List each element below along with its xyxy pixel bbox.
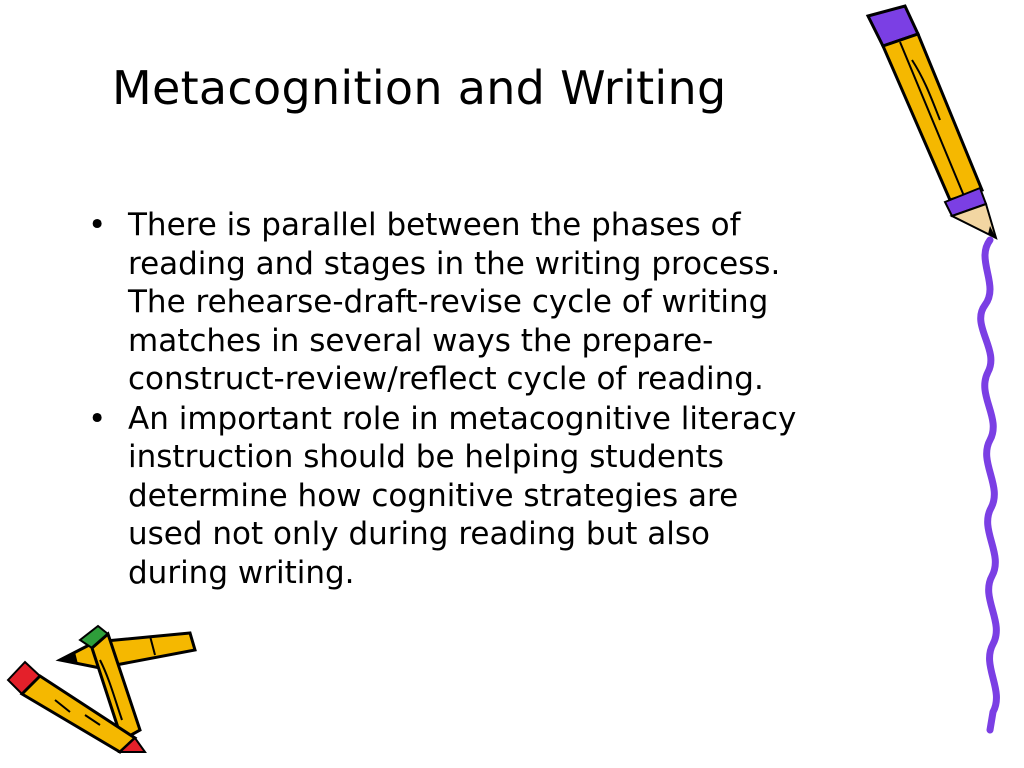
- slide-title: Metacognition and Writing: [112, 61, 727, 115]
- bullet-item: [88, 400, 938, 593]
- bullet-line: reading and stages in the writing process.: [128, 245, 781, 282]
- crayon-icon: [8, 626, 195, 752]
- bullet-line: during writing.: [128, 554, 355, 591]
- bullet-line: There is parallel between the phases of: [128, 207, 741, 243]
- bullet-marker: •: [88, 207, 107, 243]
- bullet-line: The rehearse-draft-revise cycle of writing: [128, 284, 769, 320]
- bullet-line: used not only during reading but also: [128, 516, 710, 552]
- bullet-marker: •: [88, 400, 107, 437]
- bullet-line: instruction should be helping students: [128, 439, 724, 475]
- bullet-line: An important role in metacognitive literacy: [128, 400, 797, 437]
- pencil-icon: [868, 6, 996, 238]
- wavy-line: [981, 240, 997, 730]
- bullet-line: construct-review/reflect cycle of reading.: [128, 361, 764, 397]
- bullet-line: matches in several ways the prepare-: [128, 322, 714, 359]
- bullet-line: determine how cognitive strategies are: [128, 477, 739, 514]
- bullet-item: [88, 206, 938, 399]
- bullet-list: [88, 206, 938, 593]
